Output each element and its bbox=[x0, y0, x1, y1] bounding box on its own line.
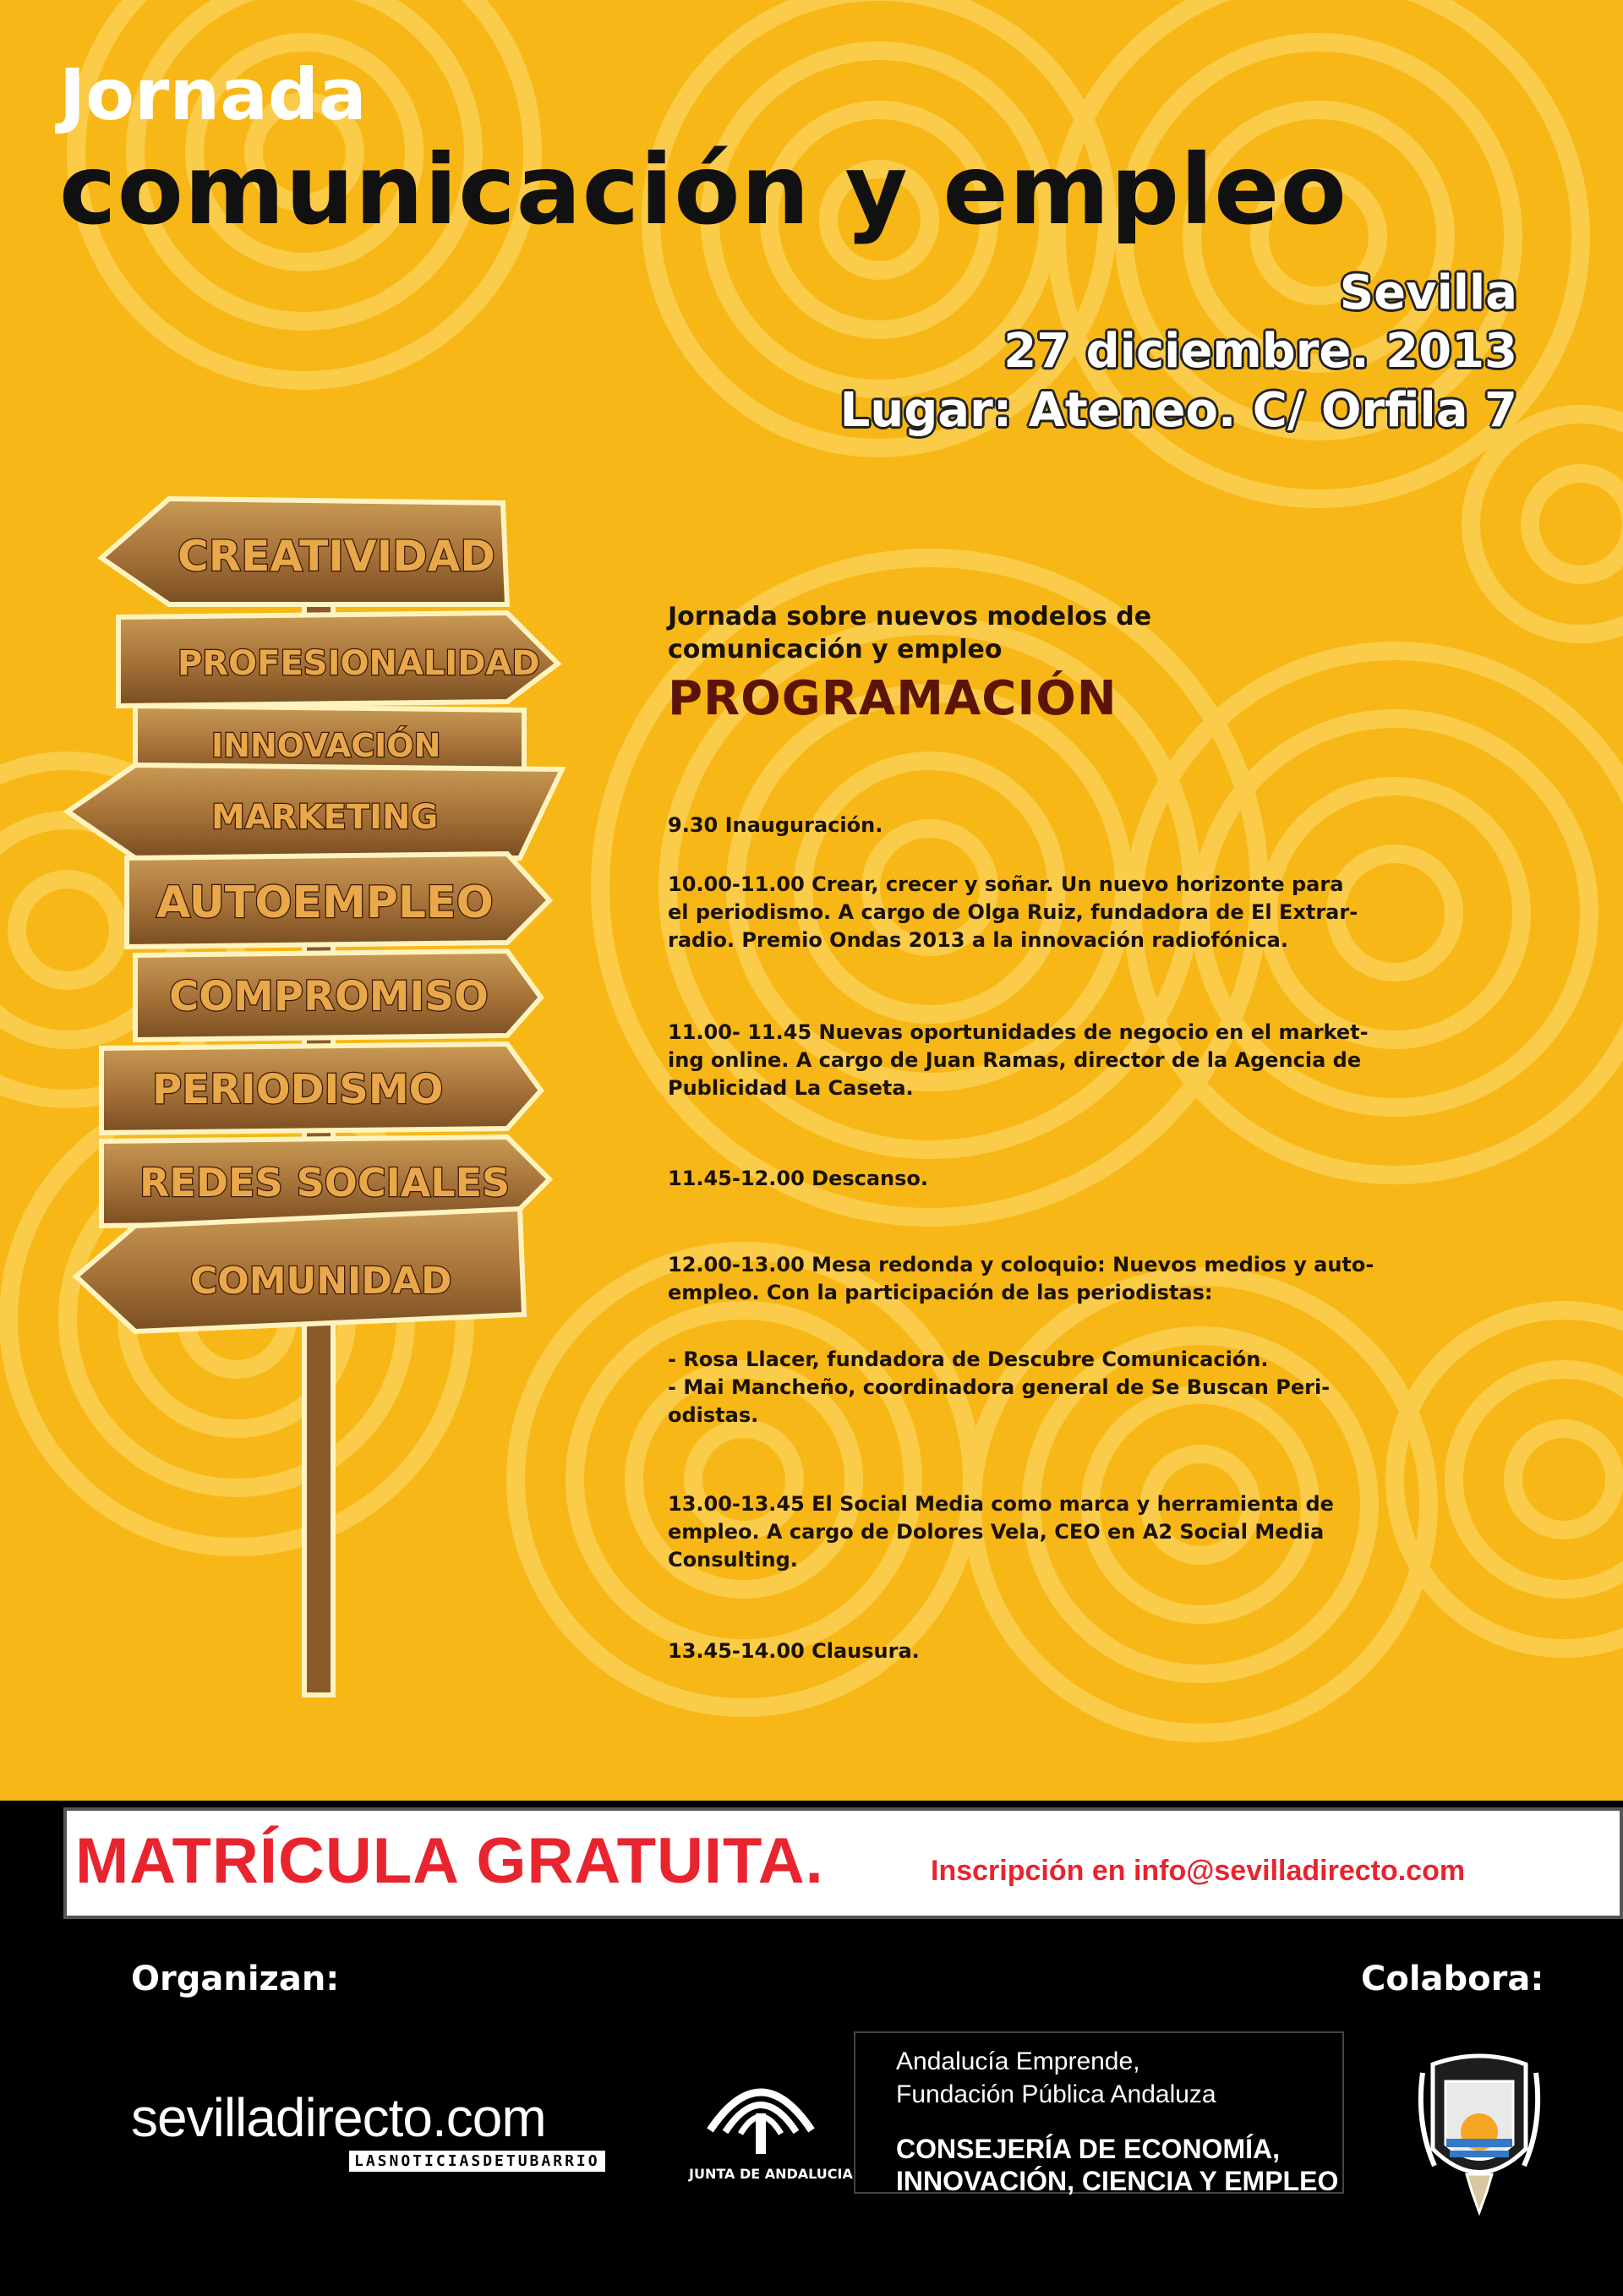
event-info bbox=[840, 264, 1517, 440]
sign-marketing: MARKETING bbox=[211, 798, 439, 837]
schedule-line: - Rosa Llacer, fundadora de Descubre Comunicación. bbox=[668, 1348, 1269, 1371]
andalucia-emprende-box bbox=[854, 2031, 1344, 2197]
sign-autoempleo: AUTOEMPLEO bbox=[156, 877, 494, 928]
program-heading: PROGRAMACIÓN bbox=[668, 671, 1118, 726]
schedule-line: 13.45-14.00 Clausura. bbox=[668, 1639, 920, 1663]
sevilladirecto-logo bbox=[131, 2086, 605, 2172]
schedule-line: 10.00-11.00 Crear, crecer y soñar. Un nuevo horizonte para bbox=[668, 872, 1344, 896]
sevilladirecto-name: sevilladirecto.com bbox=[131, 2087, 546, 2148]
organizers-label: Organizan: bbox=[131, 1960, 340, 1998]
consejeria-line2: INNOVACIÓN, CIENCIA Y EMPLEO bbox=[896, 2166, 1339, 2197]
schedule-line: empleo. A cargo de Dolores Vela, CEO en A2 Social Media bbox=[668, 1520, 1325, 1544]
schedule-line: 12.00-13.00 Mesa redonda y coloquio: Nuevos medios y auto- bbox=[668, 1253, 1374, 1276]
program-header bbox=[668, 600, 1522, 726]
program-subtitle-line2: comunicación y empleo bbox=[668, 635, 1003, 664]
title-jornada: Jornada bbox=[59, 53, 367, 136]
schedule-line: 9.30 Inauguración. bbox=[668, 813, 883, 837]
title-main: comunicación y empleo bbox=[59, 134, 1347, 246]
schedule-line: 11.45-12.00 Descanso. bbox=[668, 1167, 929, 1190]
andalucia-emprende-line2: Fundación Pública Andaluza bbox=[896, 2080, 1216, 2108]
event-city: Sevilla bbox=[1339, 265, 1517, 320]
schedule-line: radio. Premio Ondas 2013 a la innovación radiofónica. bbox=[668, 928, 1288, 953]
junta-label: JUNTA DE ANDALUCIA bbox=[689, 2166, 853, 2182]
sevilladirecto-tagline: LASNOTICIASDETUBARRIO bbox=[349, 2151, 605, 2172]
schedule-item-2 bbox=[668, 871, 1522, 954]
sign-profesionalidad: PROFESIONALIDAD bbox=[178, 644, 540, 683]
junta-andalucia-logo bbox=[689, 2063, 853, 2182]
sign-periodismo: PERIODISMO bbox=[152, 1066, 444, 1113]
sign-creatividad: CREATIVIDAD bbox=[178, 532, 495, 581]
schedule-line: ing online. A cargo de Juan Ramas, director de la Agencia de bbox=[668, 1048, 1362, 1073]
collaborator-label: Colabora: bbox=[1361, 1960, 1544, 1998]
schedule-item-3 bbox=[668, 1019, 1522, 1102]
schedule-line: el periodismo. A cargo de Olga Ruiz, fundadora de El Extrar- bbox=[668, 900, 1358, 925]
registration-title: MATRÍCULA GRATUITA. bbox=[75, 1825, 824, 1897]
registration-banner bbox=[63, 1807, 1623, 1919]
junta-emblem-icon bbox=[702, 2063, 820, 2156]
schedule-item-6 bbox=[668, 1346, 1522, 1430]
event-venue: Lugar: Ateneo. C/ Orfila 7 bbox=[839, 382, 1517, 438]
registration-email: Inscripción en info@sevilladirecto.com bbox=[931, 1855, 1466, 1887]
schedule-line: - Mai Mancheño, coordinadora general de Se Buscan Peri- bbox=[668, 1375, 1331, 1400]
program-subtitle-line1: Jornada sobre nuevos modelos de bbox=[668, 602, 1152, 631]
schedule-line: empleo. Con la participación de las periodistas: bbox=[668, 1281, 1213, 1305]
sign-compromiso: COMPROMISO bbox=[169, 973, 489, 1020]
schedule-line: Consulting. bbox=[668, 1548, 798, 1572]
schedule-item-7 bbox=[668, 1490, 1522, 1574]
schedule-item-5 bbox=[668, 1251, 1522, 1307]
schedule-line: 13.00-13.45 El Social Media como marca y herramienta de bbox=[668, 1492, 1334, 1516]
schedule-line: 11.00- 11.45 Nuevas oportunidades de negocio en el market- bbox=[668, 1020, 1369, 1044]
schedule-item-4 bbox=[668, 1165, 1522, 1193]
consejeria-line1: CONSEJERÍA DE ECONOMÍA, bbox=[896, 2134, 1280, 2164]
schedule-item-8 bbox=[668, 1637, 1522, 1665]
sign-comunidad: COMUNIDAD bbox=[190, 1260, 452, 1303]
schedule-line: odistas. bbox=[668, 1403, 759, 1428]
schedule-line: Publicidad La Caseta. bbox=[668, 1076, 914, 1101]
sign-innovacion: INNOVACIÓN bbox=[211, 727, 441, 764]
ateneo-crest-icon bbox=[1416, 2047, 1543, 2217]
schedule-item-1 bbox=[668, 812, 1522, 839]
andalucia-emprende-line1: Andalucía Emprende, bbox=[896, 2047, 1140, 2075]
signpost-illustration bbox=[51, 482, 592, 1716]
event-date: 27 diciembre. 2013 bbox=[1003, 324, 1517, 380]
sign-redes-sociales: REDES SOCIALES bbox=[139, 1160, 511, 1205]
